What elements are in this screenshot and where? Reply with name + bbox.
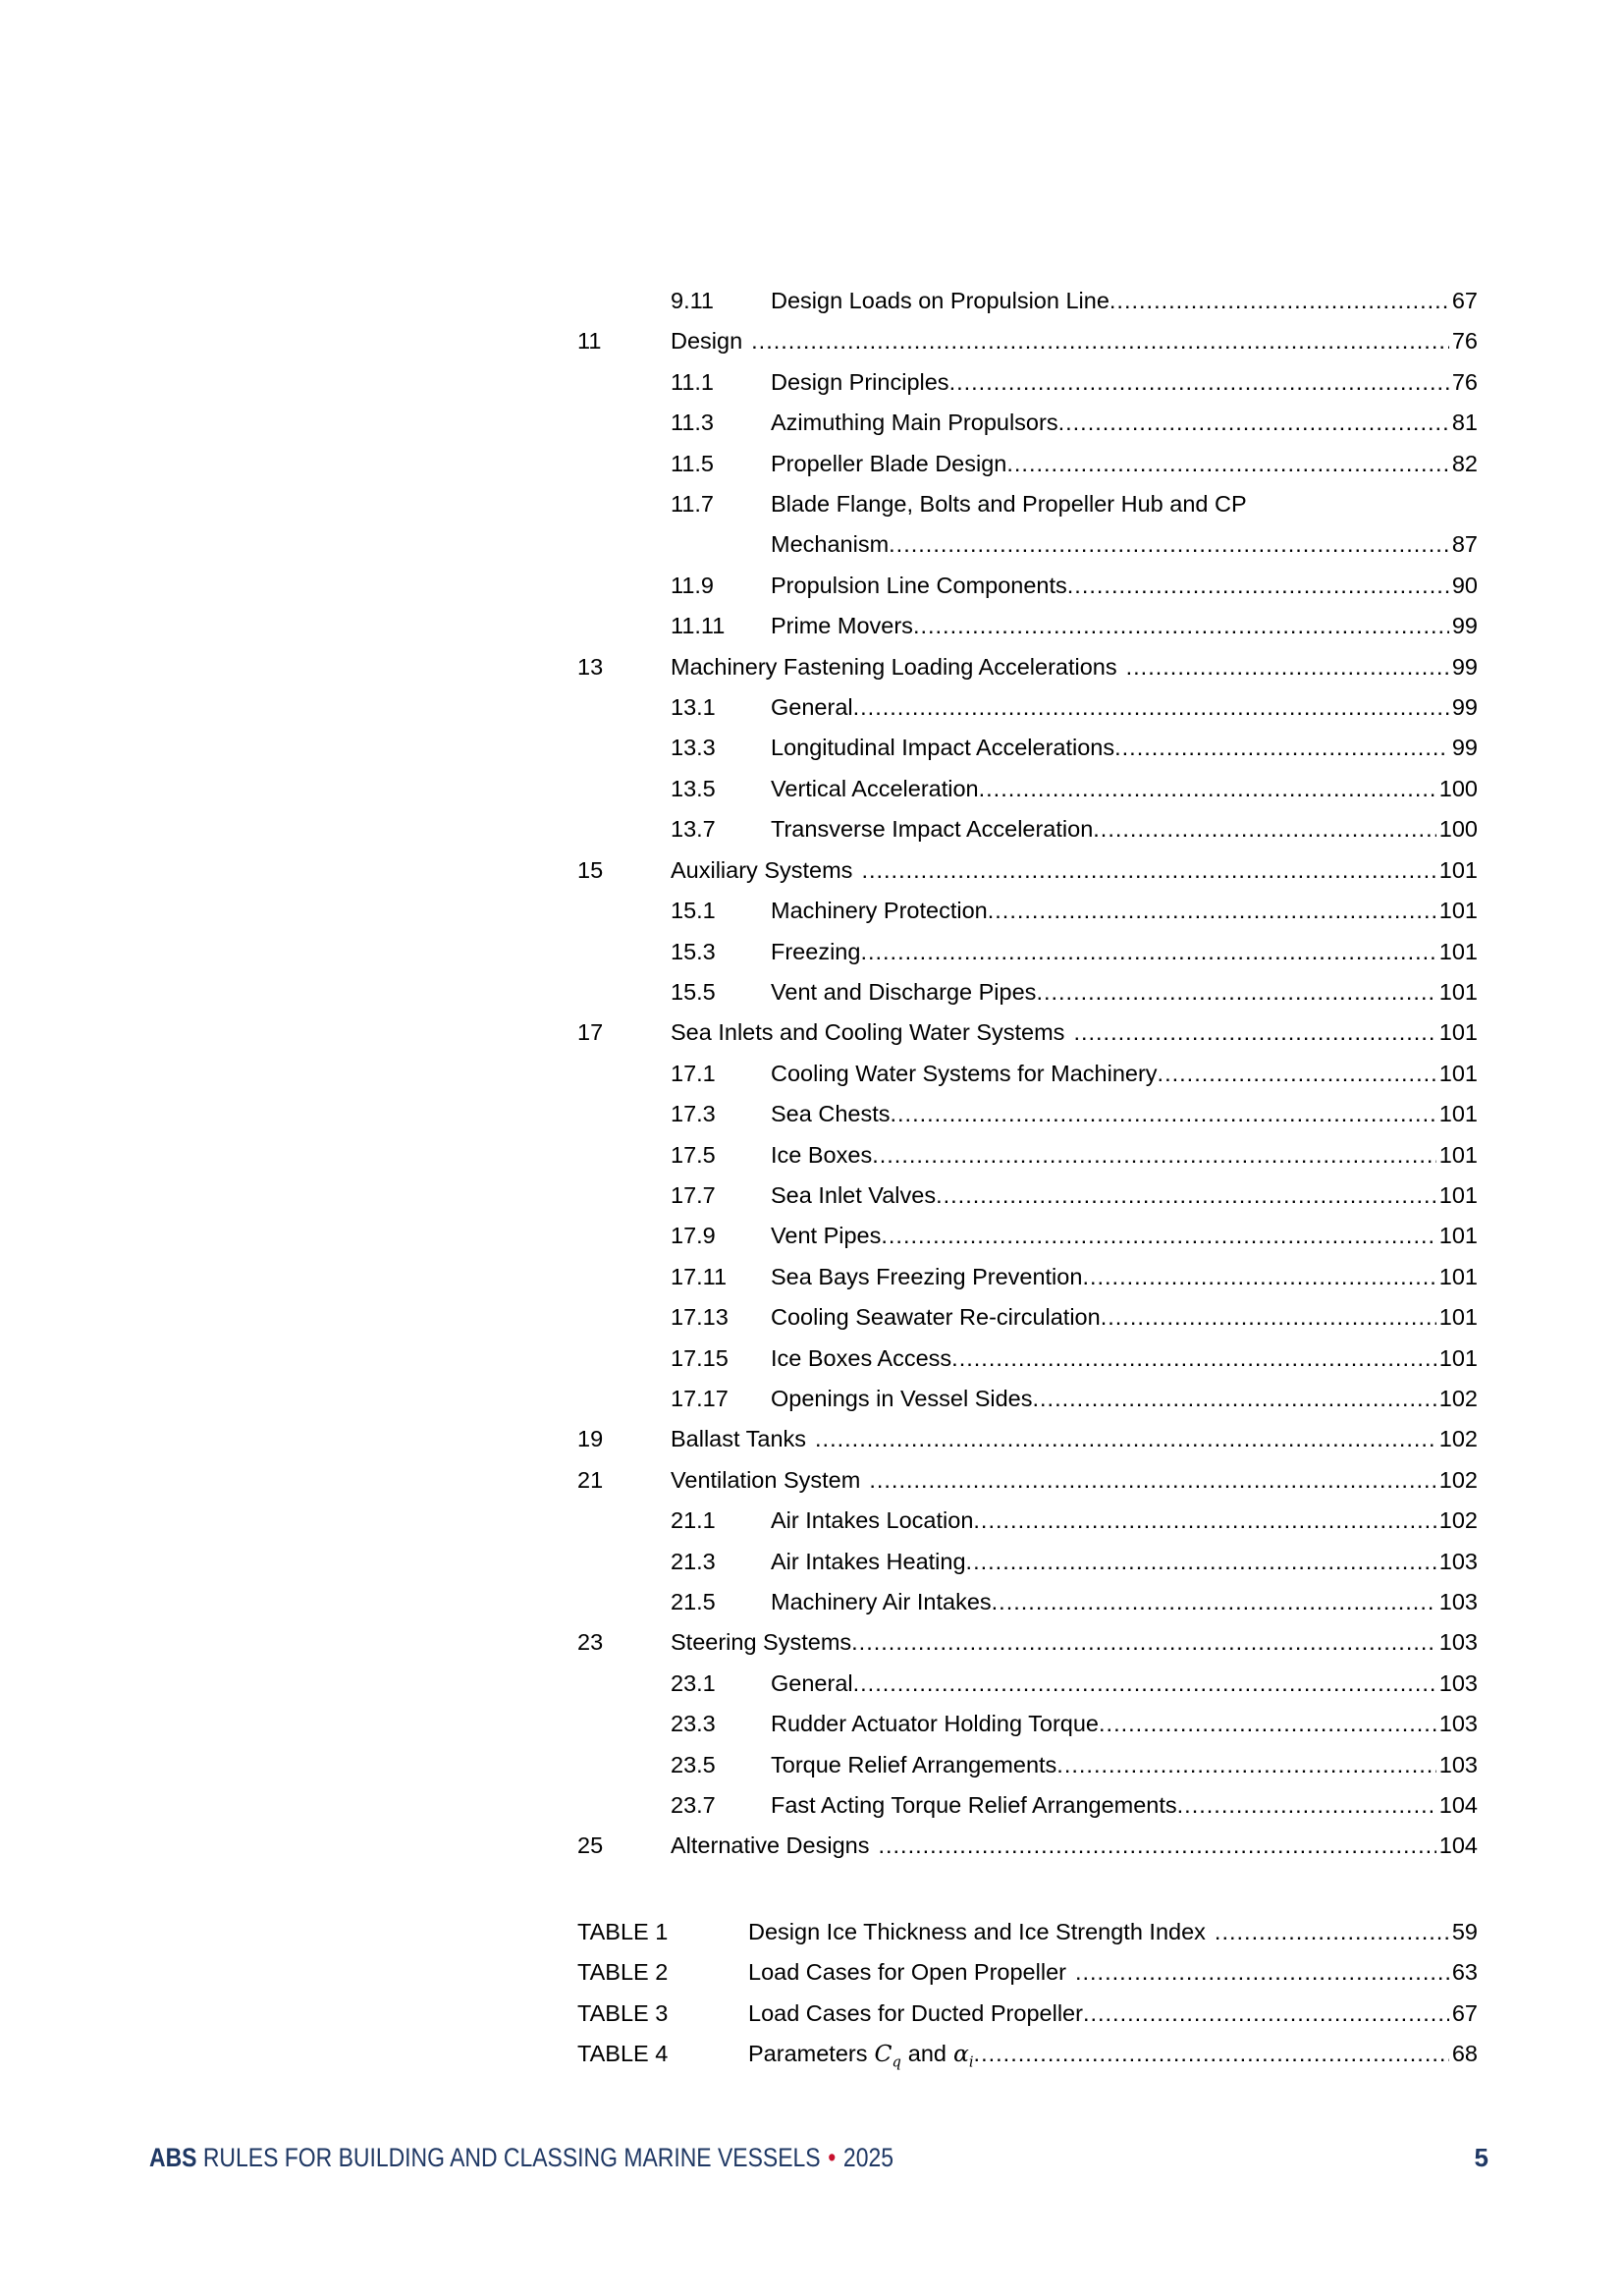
toc-entry-page: 104 xyxy=(1438,1832,1478,1859)
toc-entry xyxy=(577,444,1478,484)
toc-entry-number: 13.3 xyxy=(671,735,716,761)
leader-dots xyxy=(1109,281,1449,321)
toc-entry-title: Blade Flange, Bolts and Propeller Hub and CP xyxy=(771,491,1247,518)
toc-entry-number: 21 xyxy=(577,1466,604,1493)
toc-entry xyxy=(577,1664,1478,1704)
toc-entry-number: 13 xyxy=(577,653,604,680)
math-subscript: i xyxy=(968,2053,974,2071)
toc-entry-title: Longitudinal Impact Accelerations xyxy=(771,735,1115,761)
toc-entry-page: 100 xyxy=(1438,816,1478,843)
toc-entry-page: 101 xyxy=(1438,1019,1478,1046)
toc-entry-title: Prime Movers xyxy=(771,613,913,639)
toc-entry-number: 23.1 xyxy=(671,1669,716,1696)
toc-entry-number: 23.3 xyxy=(671,1711,716,1737)
toc-entry-title: Air Intakes Heating xyxy=(771,1548,966,1574)
leader-dots xyxy=(1075,1952,1449,1993)
toc-entry-title: Ice Boxes Access xyxy=(771,1344,952,1371)
toc-table-title-text: and xyxy=(907,2041,947,2067)
toc-entry-page: 103 xyxy=(1438,1629,1478,1656)
toc-entry-page: 102 xyxy=(1438,1426,1478,1452)
toc-entry-number: 17.5 xyxy=(671,1141,716,1168)
toc-entry-number: 17 xyxy=(577,1019,604,1046)
toc-entry xyxy=(577,362,1478,403)
toc-entry-page: 90 xyxy=(1451,572,1478,598)
toc-entry-number: 13.7 xyxy=(671,816,716,843)
toc-entry-page: 101 xyxy=(1438,1101,1478,1127)
toc-entry xyxy=(577,484,1478,566)
toc-entry-title: Openings in Vessel Sides xyxy=(771,1385,1033,1411)
toc-table-page: 59 xyxy=(1451,1918,1478,1944)
leader-dots xyxy=(878,1826,1435,1866)
toc-entry xyxy=(577,1379,1478,1419)
toc-entry-page: 101 xyxy=(1438,898,1478,924)
toc-entry-title: Vent and Discharge Pipes xyxy=(771,978,1037,1005)
toc-entry-page: 101 xyxy=(1438,1304,1478,1331)
toc-entry-title: Torque Relief Arrangements xyxy=(771,1751,1057,1777)
toc-entry xyxy=(577,1339,1478,1379)
toc-table-page: 63 xyxy=(1451,1959,1478,1986)
toc-entry-page: 103 xyxy=(1438,1669,1478,1696)
toc-entry-number: 15.3 xyxy=(671,938,716,964)
toc-entry xyxy=(577,1704,1478,1744)
toc-entry-title: Vent Pipes xyxy=(771,1223,882,1249)
toc-entry-page: 101 xyxy=(1438,1181,1478,1208)
toc-entry xyxy=(577,809,1478,849)
leader-dots xyxy=(1082,1257,1435,1297)
toc-entry-title: Machinery Air Intakes xyxy=(771,1589,992,1614)
toc-entry-title: General xyxy=(771,1669,853,1696)
footer-rules-title: RULES FOR BUILDING AND CLASSING MARINE VESSELS xyxy=(202,2143,821,2172)
toc-entry-number: 15.1 xyxy=(671,898,716,924)
toc-entry xyxy=(577,728,1478,768)
toc-entry-page: 101 xyxy=(1438,1141,1478,1168)
toc-entry-number: 13.5 xyxy=(671,775,716,801)
toc-table-label: TABLE 4 xyxy=(577,2041,669,2067)
toc-table-entry xyxy=(577,1912,1478,1952)
leader-dots xyxy=(974,2034,1449,2074)
leader-dots xyxy=(1033,1379,1436,1419)
leader-dots xyxy=(979,769,1436,809)
leader-dots xyxy=(1058,403,1449,443)
leader-dots xyxy=(988,891,1436,931)
toc-entry-number: 21.3 xyxy=(671,1548,716,1574)
toc-entry xyxy=(577,1542,1478,1582)
toc-entry-title-continued: Mechanism xyxy=(771,531,890,558)
toc-entry-page: 76 xyxy=(1451,368,1478,395)
toc-entry-page: 103 xyxy=(1438,1711,1478,1737)
footer-title-line xyxy=(149,2143,893,2173)
toc-entry xyxy=(577,972,1478,1012)
toc-entry-page: 82 xyxy=(1451,450,1478,476)
toc-entry-page: 100 xyxy=(1438,775,1478,801)
toc-entry-page: 104 xyxy=(1438,1792,1478,1819)
toc-entry-page: 103 xyxy=(1438,1751,1478,1777)
toc-entry xyxy=(577,1419,1478,1459)
leader-dots xyxy=(1215,1912,1449,1952)
table-of-contents xyxy=(577,281,1478,2083)
toc-entry xyxy=(577,321,1478,361)
toc-entry-title-block xyxy=(771,484,1478,566)
toc-entry-title: Sea Bays Freezing Prevention xyxy=(771,1263,1083,1289)
toc-entry-title: Fast Acting Torque Relief Arrangements xyxy=(771,1792,1177,1819)
leader-dots xyxy=(1067,566,1449,606)
toc-entry-page: 102 xyxy=(1438,1507,1478,1534)
toc-entry xyxy=(577,891,1478,931)
leader-dots xyxy=(1083,1994,1449,2034)
toc-table-label: TABLE 3 xyxy=(577,1999,669,2026)
toc-entry-title: Transverse Impact Acceleration xyxy=(771,816,1094,843)
toc-entry xyxy=(577,281,1478,321)
toc-entry-number: 17.1 xyxy=(671,1060,716,1086)
toc-table-title xyxy=(748,2034,974,2083)
toc-entry-title: Sea Inlets and Cooling Water Systems xyxy=(671,1019,1065,1046)
leader-dots xyxy=(1114,728,1449,768)
toc-entry-title-line xyxy=(771,524,1478,565)
toc-entry xyxy=(577,769,1478,809)
toc-entry-number: 17.13 xyxy=(671,1304,729,1331)
leader-dots xyxy=(872,1135,1436,1175)
toc-entry-number: 23.5 xyxy=(671,1751,716,1777)
toc-table-title: Load Cases for Ducted Propeller xyxy=(748,1999,1083,2026)
toc-entry-page: 101 xyxy=(1438,1263,1478,1289)
toc-entry-page: 101 xyxy=(1438,938,1478,964)
toc-table-entry xyxy=(577,1994,1478,2034)
toc-entry-title: Azimuthing Main Propulsors xyxy=(771,410,1058,436)
toc-entry-title: Ballast Tanks xyxy=(671,1426,807,1452)
toc-entry-page: 101 xyxy=(1438,856,1478,883)
toc-entry xyxy=(577,1501,1478,1541)
leader-dots xyxy=(1177,1785,1436,1826)
toc-entry xyxy=(577,1622,1478,1663)
leader-dots xyxy=(949,362,1449,403)
toc-entry xyxy=(577,566,1478,606)
toc-entry xyxy=(577,647,1478,687)
leader-dots xyxy=(1036,972,1435,1012)
toc-entry-number: 11 xyxy=(577,328,602,355)
toc-entry-title: Cooling Seawater Re-circulation xyxy=(771,1304,1101,1331)
math-symbol: α xyxy=(953,2040,969,2068)
toc-entry-number: 21.1 xyxy=(671,1507,716,1534)
toc-entry-number: 25 xyxy=(577,1832,604,1859)
leader-dots xyxy=(853,687,1449,728)
toc-entry xyxy=(577,687,1478,728)
leader-dots xyxy=(751,321,1449,361)
leader-dots xyxy=(889,524,1449,565)
toc-entry xyxy=(577,932,1478,972)
toc-entry-page: 101 xyxy=(1438,1344,1478,1371)
math-symbol-alpha-i xyxy=(953,2040,974,2071)
toc-entry xyxy=(577,1216,1478,1256)
toc-entry-title: Freezing xyxy=(771,938,861,964)
toc-entry xyxy=(577,1257,1478,1297)
leader-dots xyxy=(936,1175,1436,1216)
toc-entry-title: Sea Chests xyxy=(771,1101,891,1127)
toc-entry xyxy=(577,1175,1478,1216)
leader-dots xyxy=(853,1664,1436,1704)
toc-entry xyxy=(577,1297,1478,1338)
toc-entry-page: 103 xyxy=(1438,1589,1478,1614)
toc-entry-number: 9.11 xyxy=(671,288,714,313)
toc-entry-title: Vertical Acceleration xyxy=(771,775,979,801)
toc-table-page: 68 xyxy=(1451,2041,1478,2067)
toc-entry-title: Design Principles xyxy=(771,368,949,395)
toc-entry-title: Propeller Blade Design xyxy=(771,450,1007,476)
toc-entry-number: 15 xyxy=(577,856,604,883)
toc-table-label: TABLE 1 xyxy=(577,1918,669,1944)
leader-dots xyxy=(1158,1054,1436,1094)
toc-entry-page: 103 xyxy=(1438,1548,1478,1574)
toc-entry-title: Alternative Designs xyxy=(671,1832,870,1859)
toc-entry-title: Ventilation System xyxy=(671,1466,861,1493)
leader-dots xyxy=(951,1339,1436,1379)
toc-entry xyxy=(577,1094,1478,1134)
toc-entry-title: Steering Systems xyxy=(671,1629,852,1656)
toc-entry xyxy=(577,1135,1478,1175)
toc-entry xyxy=(577,606,1478,646)
toc-entry xyxy=(577,1054,1478,1094)
toc-entry-number: 11.11 xyxy=(671,613,726,639)
toc-entry-page: 102 xyxy=(1438,1385,1478,1411)
leader-dots xyxy=(1099,1704,1436,1744)
toc-entry xyxy=(577,1460,1478,1501)
footer-year: 2025 xyxy=(842,2143,894,2172)
toc-entry-page: 102 xyxy=(1438,1466,1478,1493)
toc-entry-title: Propulsion Line Components xyxy=(771,572,1067,598)
leader-dots xyxy=(1126,647,1449,687)
section-gap xyxy=(577,1867,1478,1912)
toc-entry-title: Sea Inlet Valves xyxy=(771,1181,937,1208)
toc-entry-title: Auxiliary Systems xyxy=(671,856,853,883)
toc-entry-number: 17.11 xyxy=(671,1263,728,1289)
toc-entry-page: 99 xyxy=(1451,694,1478,721)
toc-entry-page: 81 xyxy=(1451,410,1478,436)
abs-brand-text: ABS xyxy=(149,2143,197,2172)
math-symbol: C xyxy=(874,2040,893,2068)
math-symbol-cq xyxy=(874,2040,901,2071)
toc-entry-number: 13.1 xyxy=(671,694,716,721)
toc-entry-page: 101 xyxy=(1438,1060,1478,1086)
toc-entry-page: 87 xyxy=(1451,531,1478,558)
leader-dots xyxy=(869,1460,1435,1501)
toc-entry xyxy=(577,1785,1478,1826)
toc-table-label: TABLE 2 xyxy=(577,1959,669,1986)
leader-dots xyxy=(1101,1297,1436,1338)
leader-dots xyxy=(913,606,1449,646)
toc-entry-title: Machinery Fastening Loading Accelerations xyxy=(671,653,1117,680)
toc-entry-title: General xyxy=(771,694,853,721)
toc-entry xyxy=(577,1582,1478,1622)
leader-dots xyxy=(890,1094,1435,1134)
leader-dots xyxy=(1093,809,1436,849)
toc-entry-page: 76 xyxy=(1451,328,1478,355)
toc-entry-number: 19 xyxy=(577,1426,604,1452)
toc-entry-number: 23 xyxy=(577,1629,604,1656)
toc-entry-number: 17.15 xyxy=(671,1344,729,1371)
leader-dots xyxy=(992,1582,1436,1622)
toc-entry-number: 11.1 xyxy=(671,368,714,395)
footer-page-number: 5 xyxy=(1474,2143,1488,2172)
toc-entry-page: 101 xyxy=(1438,1223,1478,1249)
toc-entry-number: 17.9 xyxy=(671,1223,716,1249)
toc-entry-number: 11.5 xyxy=(671,450,714,476)
leader-dots xyxy=(1006,444,1449,484)
toc-entry-number: 17.17 xyxy=(671,1385,729,1411)
toc-entry-number: 11.9 xyxy=(671,572,714,598)
toc-entry xyxy=(577,850,1478,891)
leader-dots xyxy=(861,850,1435,891)
toc-entry-title: Machinery Protection xyxy=(771,898,988,924)
toc-entry xyxy=(577,1012,1478,1053)
leader-dots xyxy=(1056,1745,1435,1785)
leader-dots xyxy=(881,1216,1435,1256)
toc-entry-page: 99 xyxy=(1451,613,1478,639)
toc-entry-page: 67 xyxy=(1451,288,1478,313)
toc-entry-number: 17.7 xyxy=(671,1181,716,1208)
toc-entry-title: Cooling Water Systems for Machinery xyxy=(771,1060,1158,1086)
toc-entry xyxy=(577,1745,1478,1785)
toc-entry-number: 23.7 xyxy=(671,1792,716,1819)
toc-table-title: Load Cases for Open Propeller xyxy=(748,1959,1066,1986)
leader-dots xyxy=(860,932,1435,972)
toc-table-title-text: Parameters xyxy=(748,2041,868,2067)
toc-entry-page: 99 xyxy=(1451,653,1478,680)
toc-entry-page: 101 xyxy=(1438,978,1478,1005)
toc-entry-number: 11.3 xyxy=(671,410,714,436)
leader-dots xyxy=(851,1622,1436,1663)
toc-entry-title: Air Intakes Location xyxy=(771,1507,974,1534)
toc-entry-page: 99 xyxy=(1451,735,1478,761)
leader-dots xyxy=(966,1542,1436,1582)
toc-table-entry xyxy=(577,2034,1478,2083)
toc-entry-title: Design xyxy=(671,328,743,355)
toc-entry-number: 17.3 xyxy=(671,1101,716,1127)
toc-entry-number: 11.7 xyxy=(671,491,714,518)
footer-bullet-icon: • xyxy=(828,2143,837,2172)
toc-entry-title: Design Loads on Propulsion Line xyxy=(771,288,1109,313)
math-subscript: q xyxy=(892,2053,901,2071)
page-footer xyxy=(149,2143,1488,2173)
toc-entry-title: Rudder Actuator Holding Torque xyxy=(771,1711,1100,1737)
toc-entry-title-line xyxy=(771,484,1478,524)
leader-dots xyxy=(815,1419,1436,1459)
toc-entry xyxy=(577,1826,1478,1866)
leader-dots xyxy=(973,1501,1435,1541)
toc-table-page: 67 xyxy=(1451,1999,1478,2026)
toc-entry-number: 15.5 xyxy=(671,978,716,1005)
toc-entry xyxy=(577,403,1478,443)
toc-table-title: Design Ice Thickness and Ice Strength Index xyxy=(748,1918,1206,1944)
toc-entry-number: 21.5 xyxy=(671,1589,716,1614)
toc-entry-title: Ice Boxes xyxy=(771,1141,873,1168)
leader-dots xyxy=(1073,1012,1435,1053)
toc-table-entry xyxy=(577,1952,1478,1993)
